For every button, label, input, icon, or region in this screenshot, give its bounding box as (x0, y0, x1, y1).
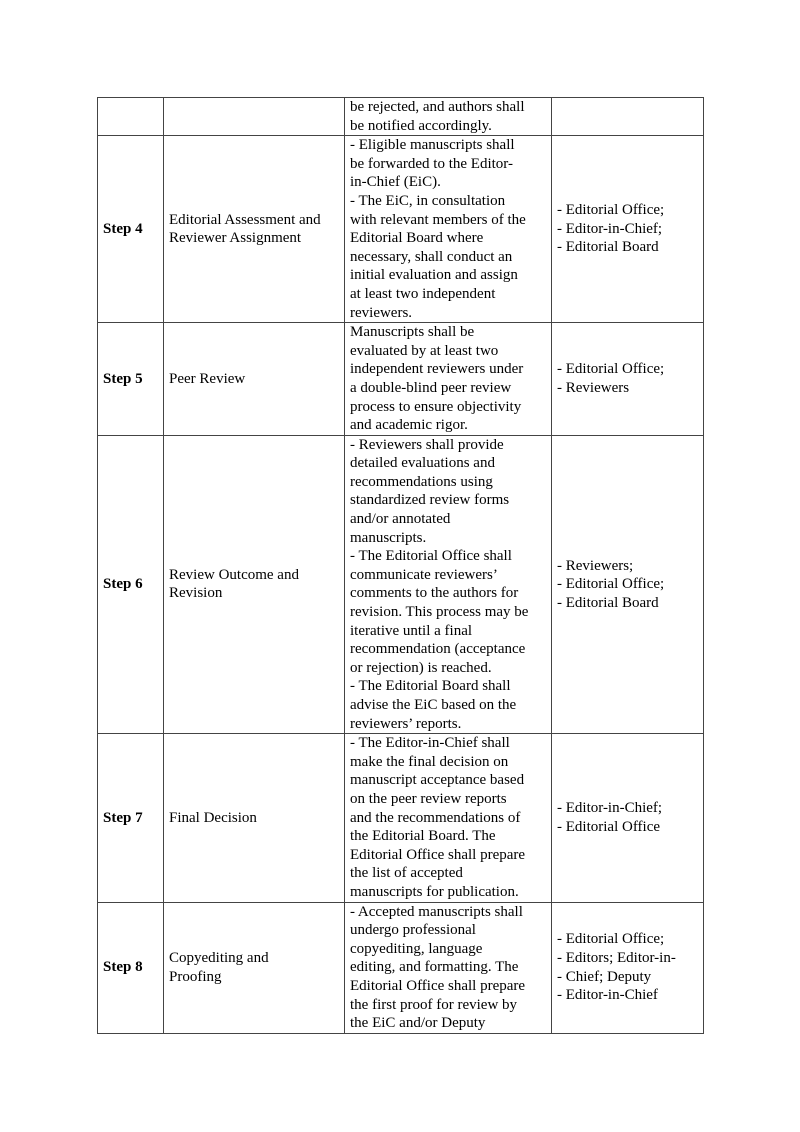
activity-line: Final Decision (169, 809, 257, 826)
step-cell: Step 7 (98, 734, 164, 902)
description-line: make the final decision on (350, 753, 509, 770)
step-cell: Step 5 (98, 323, 164, 436)
description-line: comments to the authors for (350, 585, 519, 602)
description-line: standardized review forms (350, 492, 510, 509)
description-line: and academic rigor. (350, 417, 468, 434)
description-cell (345, 323, 552, 436)
description-line: be notified accordingly. (350, 117, 492, 134)
activity-line: Peer Review (169, 370, 246, 387)
responsible-line: - Reviewers (557, 379, 630, 396)
description-line: independent reviewers under (350, 361, 524, 378)
responsible-cell (552, 323, 704, 436)
description-line: necessary, shall conduct an (350, 248, 513, 265)
description-cell (345, 734, 552, 902)
description-line: recommendations using (350, 473, 493, 490)
activity-line: Proofing (169, 968, 222, 985)
step-cell: Step 4 (98, 136, 164, 323)
description-line: Editorial Office shall prepare (350, 977, 526, 994)
description-line: - The Editorial Office shall (350, 548, 512, 565)
description-line: editing, and formatting. The (350, 959, 519, 976)
description-line: detailed evaluations and (350, 455, 495, 472)
table-row (98, 902, 704, 1033)
table-row (98, 323, 704, 436)
responsible-line: - Editorial Office; (557, 361, 665, 378)
description-cell (345, 98, 552, 136)
description-line: evaluated by at least two (350, 342, 499, 359)
description-line: and/or annotated (350, 511, 451, 528)
description-line: iterative until a final (350, 622, 473, 639)
activity-cell (164, 902, 345, 1033)
responsible-line: - Chief; Deputy (557, 968, 652, 985)
table-row (98, 435, 704, 734)
description-line: Editorial Office shall prepare (350, 846, 526, 863)
procedure-table (97, 97, 704, 1034)
description-line: initial evaluation and assign (350, 267, 518, 284)
description-line: the Editorial Board. The (350, 828, 496, 845)
activity-line: Revision (169, 585, 223, 602)
activity-cell (164, 323, 345, 436)
description-line: manuscripts for publication. (350, 883, 519, 900)
description-line: undergo professional (350, 922, 476, 939)
description-line: reviewers. (350, 304, 413, 321)
activity-cell (164, 136, 345, 323)
responsible-cell (552, 902, 704, 1033)
responsible-line: - Editorial Board (557, 594, 659, 611)
description-cell (345, 435, 552, 734)
description-line: the list of accepted (350, 865, 463, 882)
description-line: - Reviewers shall provide (350, 436, 504, 453)
activity-line: Reviewer Assignment (169, 230, 302, 247)
description-line: Editorial Board where (350, 230, 484, 247)
responsible-line: - Editor-in-Chief; (557, 800, 663, 817)
responsible-cell (552, 136, 704, 323)
description-line: copyediting, language (350, 940, 483, 957)
responsible-cell (552, 435, 704, 734)
responsible-line: - Editorial Office; (557, 202, 665, 219)
activity-cell (164, 435, 345, 734)
description-line: process to ensure objectivity (350, 398, 522, 415)
step-cell: Step 8 (98, 902, 164, 1033)
responsible-cell (552, 734, 704, 902)
description-line: be rejected, and authors shall (350, 99, 525, 115)
description-line: recommendation (acceptance (350, 641, 526, 658)
responsible-cell (552, 98, 704, 136)
description-line: manuscripts. (350, 529, 427, 546)
activity-cell (164, 734, 345, 902)
table-row (98, 98, 704, 136)
description-line: - Eligible manuscripts shall (350, 137, 515, 154)
description-line: communicate reviewers’ (350, 566, 498, 583)
step-cell (98, 98, 164, 136)
description-line: - The EiC, in consultation (350, 192, 506, 209)
description-line: manuscript acceptance based (350, 772, 525, 789)
description-line: the first proof for review by (350, 996, 518, 1013)
description-cell (345, 136, 552, 323)
table-row (98, 734, 704, 902)
description-line: a double-blind peer review (350, 379, 512, 396)
responsible-line: - Editorial Board (557, 239, 659, 256)
description-cell (345, 902, 552, 1033)
description-line: - The Editorial Board shall (350, 678, 511, 695)
description-line: and the recommendations of (350, 809, 521, 826)
description-line: in-Chief (EiC). (350, 174, 441, 191)
responsible-line: - Editorial Office; (557, 931, 665, 948)
table-row (98, 136, 704, 323)
activity-line: Editorial Assessment and (169, 211, 321, 228)
description-line: advise the EiC based on the (350, 697, 517, 713)
responsible-line: - Editorial Office; (557, 576, 665, 593)
activity-line: Review Outcome and (169, 566, 299, 583)
responsible-line: - Editors; Editor-in- (557, 950, 676, 967)
responsible-line: - Editorial Office (557, 818, 661, 835)
step-cell: Step 6 (98, 435, 164, 734)
description-line: - Accepted manuscripts shall (350, 903, 523, 920)
description-line: the EiC and/or Deputy (350, 1015, 486, 1032)
description-line: revision. This process may be (350, 604, 529, 621)
description-line: Manuscripts shall be (350, 324, 475, 341)
responsible-line: - Editor-in-Chief; (557, 220, 663, 237)
description-line: - The Editor-in-Chief shall (350, 735, 510, 752)
description-line: at least two independent (350, 285, 496, 302)
responsible-line: - Editor-in-Chief (557, 987, 658, 1004)
activity-cell (164, 98, 345, 136)
description-line: reviewers’ reports. (350, 715, 462, 732)
description-line: be forwarded to the Editor- (350, 155, 513, 172)
responsible-line: - Reviewers; (557, 557, 634, 574)
activity-line: Copyediting and (169, 950, 269, 967)
description-line: on the peer review reports (350, 790, 507, 807)
description-line: with relevant members of the (350, 211, 526, 228)
description-line: or rejection) is reached. (350, 659, 492, 676)
